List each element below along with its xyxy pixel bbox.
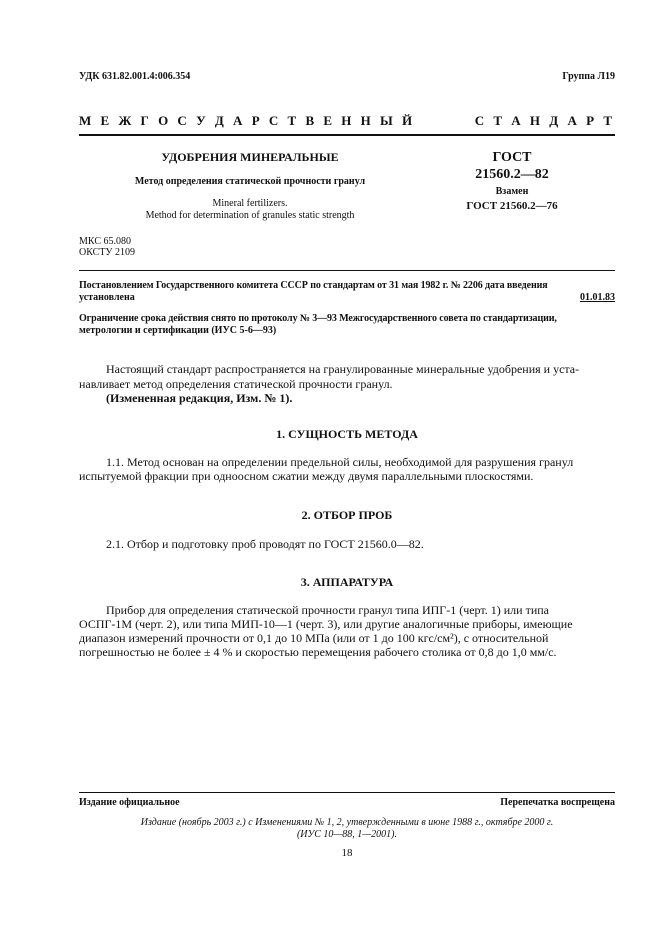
gost-replaces-label: Взамен [495,186,529,197]
group-code: Группа Л19 [562,71,615,82]
banner-interstate: М Е Ж Г О С У Д А Р С Т В Е Н Н Ы Й [79,113,416,128]
gost-number: 21560.2—82 [475,167,549,182]
limitation-line2: метрологии и сертификации (ИУС 5-6—93) [79,325,277,336]
title-sub: Метод определения статической прочности гранул [134,176,366,187]
udk-code: УДК 631.82.001.4:006.354 [79,71,191,82]
page-number: 18 [341,847,353,859]
gost-replaces: ГОСТ 21560.2—76 [466,200,558,212]
section-1-heading: 1. СУЩНОСТЬ МЕТОДА [276,427,418,441]
codes-rule [79,270,615,271]
section-3-heading: 3. АППАРАТУРА [300,575,394,589]
official-edition: Издание официальное [79,797,180,808]
title-main: УДОБРЕНИЯ МИНЕРАЛЬНЫЕ [161,150,339,164]
intro-line1: Настоящий стандарт распространяется на гранулированные минеральные удобрения и уста- [106,362,580,376]
limitation-line1: Ограничение срока действия снято по протоколу № 3—93 Межгосударственного совета по стандартизации, [79,313,557,324]
banner-standard: С Т А Н Д А Р Т [474,113,615,128]
intro-line2: навливает метод определения статической прочности гранул. [79,377,393,391]
edition-line1: Издание (ноябрь 2003 г.) с Изменениями № 1, 2, утвержденными в июне 1988 г., октябре 2000 г. [140,817,554,828]
section-2-line1: 2.1. Отбор и подготовку проб проводят по ГОСТ 21560.0—82. [106,537,424,551]
edition-line2: (ИУС 10—88, 1—2001). [296,829,398,840]
title-en-2: Method for determination of granules static strength [145,210,355,221]
footer-rule [79,792,615,793]
section-3-line1: Прибор для определения статической прочности гранул типа ИПГ-1 (черт. 1) или типа [106,603,549,617]
section-2-heading: 2. ОТБОР ПРОБ [301,508,393,522]
gost-label: ГОСТ [492,150,532,165]
decree-date: 01.01.83 [580,292,615,303]
section-3-line3: диапазон измерений прочности от 0,1 до 10 МПа (или от 1 до 100 кгс/см²), с относительной [79,631,549,645]
title-en-1: Mineral fertilizers. [212,198,288,209]
mks-code: МКС 65.080 [79,236,131,247]
okstu-code: ОКСТУ 2109 [79,247,136,258]
section-1-line1: 1.1. Метод основан на определении предельной силы, необходимой для разрушения гранул [106,455,574,469]
decree-line2: установлена [79,292,135,303]
banner-rule [79,134,615,136]
section-3-line4: погрешностью не более ± 4 % и скоростью перемещения рабочего столика от 0,8 до 1,0 мм/с. [79,645,557,659]
reprint-prohibited: Перепечатка воспрещена [500,797,615,808]
section-3-line2: ОСПГ-1М (черт. 2), или типа МИП-10—1 (черт. 3), или другие аналогичные приборы, имеющие [79,617,573,631]
intro-amendment: (Измененная редакция, Изм. № 1). [106,391,293,405]
section-1-line2: испытуемой фракции при одноосном сжатии между двумя параллельными плоскостями. [79,469,534,483]
decree-line1: Постановлением Государственного комитета СССР по стандартам от 31 мая 1982 г. № 2206 дата введения [79,280,548,291]
